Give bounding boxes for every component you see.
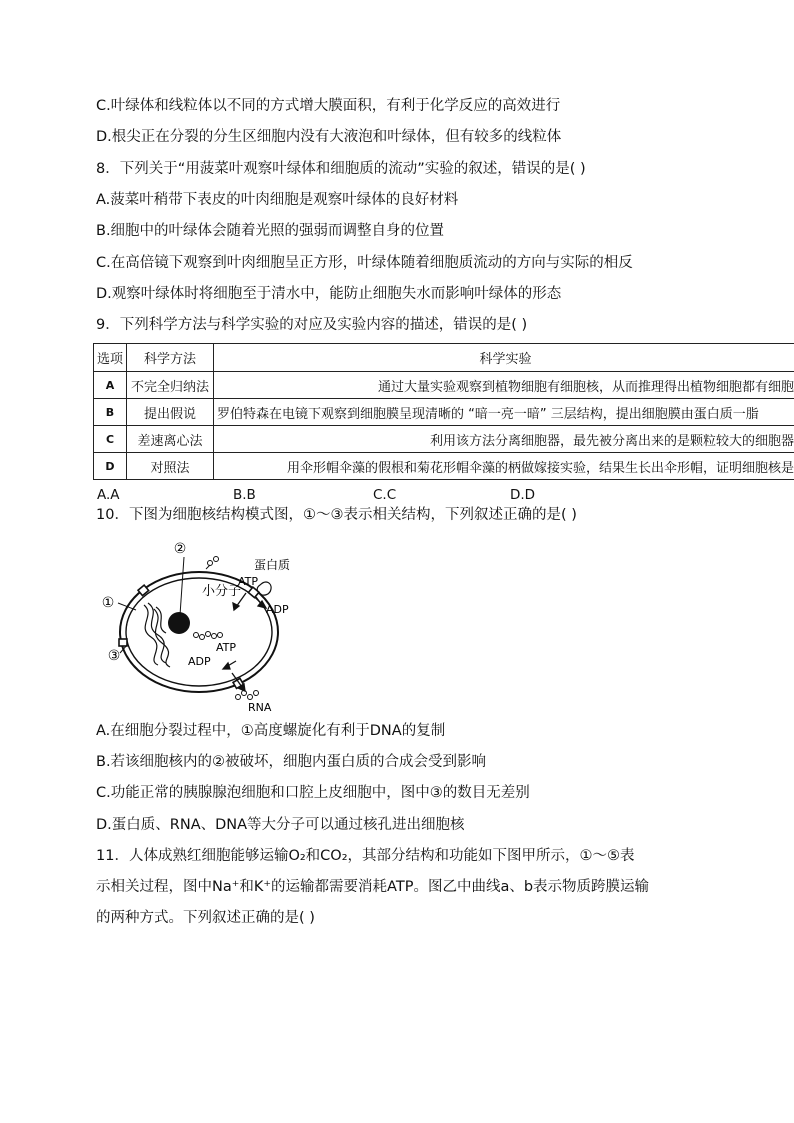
bead-chain: [194, 632, 223, 640]
table-row: [94, 372, 794, 399]
nucleus-diagram: [96, 535, 326, 715]
table-cell-experiment: 利用该方法分离细胞器，最先被分离出来的是颗粒较大的细胞器: [214, 426, 794, 453]
protein-label: 蛋白质: [254, 558, 291, 572]
table-header-experiment: 科学实验: [214, 344, 794, 372]
line-c: C.叶绿体和线粒体以不同的方式增大膜面积，有利于化学反应的高效进行: [96, 98, 561, 114]
question-10-option-a: A.在细胞分裂过程中，①高度螺旋化有利于DNA的复制: [96, 723, 446, 739]
table-cell-option: B: [94, 399, 127, 426]
chromatin: [144, 603, 170, 667]
label-3: ③: [107, 648, 121, 664]
table-cell-method: 差速离心法: [127, 426, 214, 453]
choice-c: C.C: [373, 487, 397, 503]
question-9: 9．下列科学方法与科学实验的对应及实验内容的描述，错误的是( ): [96, 317, 528, 333]
choice-b: B.B: [233, 487, 256, 503]
adp-top-label: ADP: [266, 603, 289, 616]
rna-strand: [236, 691, 259, 700]
table-cell-method: 对照法: [127, 453, 214, 480]
table-cell-experiment: 用伞形帽伞藻的假根和菊花形帽伞藻的柄做嫁接实验，结果生长出伞形帽，证明细胞核是: [214, 453, 794, 480]
question-10-option-d: D.蛋白质、RNA、DNA等大分子可以通过核孔进出细胞核: [96, 817, 465, 833]
question-8-option-d: D.观察叶绿体时将细胞至于清水中，能防止细胞失水而影响叶绿体的形态: [96, 286, 562, 302]
table-cell-option: D: [94, 453, 127, 480]
table-cell-method: 不完全归纳法: [127, 372, 214, 399]
line-d: D.根尖正在分裂的分生区细胞内没有大液泡和叶绿体，但有较多的线粒体: [96, 129, 562, 145]
table-header-option: 选项: [94, 344, 127, 372]
table-row: [94, 426, 794, 453]
atp-bottom-label: ATP: [216, 641, 237, 654]
question-8-option-b: B.细胞中的叶绿体会随着光照的强弱而调整自身的位置: [96, 223, 445, 239]
table-cell-method: 提出假说: [127, 399, 214, 426]
label-1: ①: [101, 595, 115, 611]
choice-d: D.D: [510, 487, 536, 503]
protein-icon: [257, 582, 271, 595]
nucleolus: [168, 612, 190, 634]
small-molecule-label: 小分子: [202, 584, 242, 599]
table-cell-experiment: 通过大量实验观察到植物细胞有细胞核，从而推理得出植物细胞都有细胞: [214, 372, 794, 399]
question-8: 8．下列关于“用菠菜叶观察叶绿体和细胞质的流动”实验的叙述，错误的是( ): [96, 161, 586, 177]
question-11-line-2: 示相关过程，图中Na⁺和K⁺的运输都需要消耗ATP。图乙中曲线a、b表示物质跨膜运输: [96, 879, 650, 895]
table-cell-option: A: [94, 372, 127, 399]
molecule-trail: [206, 557, 219, 570]
table-row: [94, 399, 794, 426]
adp-bottom-label: ADP: [188, 655, 211, 668]
table-cell-experiment: 罗伯特森在电镜下观察到细胞膜呈现清晰的 “暗一亮一暗” 三层结构，提出细胞膜由蛋白质一脂: [214, 399, 794, 426]
choice-a: A.A: [97, 487, 120, 503]
table-header-method: 科学方法: [127, 344, 214, 372]
question-8-option-c: C.在高倍镜下观察到叶肉细胞呈正方形，叶绿体随着细胞质流动的方向与实际的相反: [96, 255, 633, 271]
rna-label: RNA: [248, 701, 272, 714]
label-2-line: [180, 557, 184, 615]
label-2: ②: [173, 541, 187, 557]
question-10-option-b: B.若该细胞核内的②被破坏，细胞内蛋白质的合成会受到影响: [96, 754, 487, 770]
question-10-option-c: C.功能正常的胰腺腺泡细胞和口腔上皮细胞中，图中③的数目无差别: [96, 785, 530, 801]
question-8-option-a: A.菠菜叶稍带下表皮的叶肉细胞是观察叶绿体的良好材料: [96, 192, 459, 208]
atp-top-label: ATP: [238, 575, 259, 588]
table-cell-option: C: [94, 426, 127, 453]
question-9-table: [93, 343, 794, 480]
question-11-line-3: 的两种方式。下列叙述正确的是( ): [96, 910, 315, 926]
question-11-line-1: 11．人体成熟红细胞能够运输O₂和CO₂，其部分结构和功能如下图甲所示，①～⑤表: [96, 848, 635, 864]
table-row: [94, 453, 794, 480]
label-1-line: [118, 603, 136, 610]
table-header-row: [94, 344, 794, 372]
question-10: 10．下图为细胞核结构模式图，①～③表示相关结构，下列叙述正确的是( ): [96, 507, 577, 523]
